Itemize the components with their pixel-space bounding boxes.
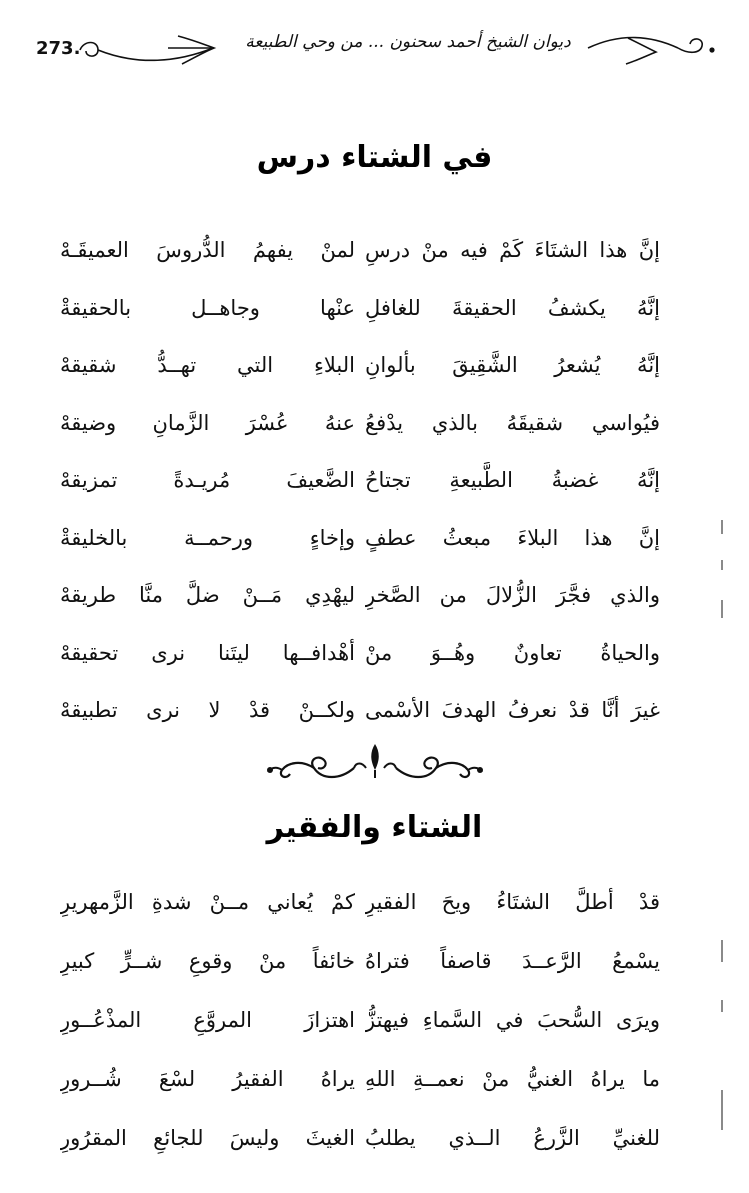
verse-line (60, 405, 660, 463)
second-hemistich: خائفاً منْ وقوعِ شــرٍّ كبيرِ (60, 949, 355, 973)
second-hemistich: يراهُ الفقيرُ لسْعَ شُــرورِ (60, 1067, 355, 1091)
scan-mark (721, 560, 723, 570)
first-hemistich: للغنيِّ الزَّرعُ الــذي يطلبُ (365, 1126, 660, 1150)
second-hemistich: اهتزازَ المروَّعِ المذْعُــورِ (60, 1008, 355, 1032)
fleur-de-lis-ornament-icon (266, 740, 484, 782)
page-header (28, 26, 721, 74)
scan-mark (721, 940, 723, 962)
first-hemistich: إنَّهُ يُشعرُ الشَّقِيقَ بألوانِ (365, 353, 660, 377)
first-hemistich: يسْمعُ الرَّعــدَ قاصفاً فتراهُ (365, 949, 660, 973)
second-hemistich: عنْها وجاهــل بالحقيقةْ (60, 295, 355, 320)
first-hemistich: والحياةُ تعاونٌ وهُــوَ منْ (365, 640, 660, 665)
first-hemistich: إنَّ هذا الشتَاءَ كَمْ فيه منْ درسِ (365, 238, 660, 262)
second-hemistich: كمْ يُعاني مــنْ شدةِ الزَّمهريرِ (60, 890, 355, 914)
second-hemistich: ولكــنْ قدْ لا نرى تطبيقهْ (60, 698, 355, 722)
verse-line (60, 943, 660, 1002)
first-hemistich: والذي فجَّرَ الزُّلالَ من الصَّخرِ (365, 583, 660, 607)
poem-section-2 (60, 884, 660, 1179)
verse-line (60, 462, 660, 520)
verse-line (60, 347, 660, 405)
first-hemistich: فيُواسي شقيقَهُ بالذي يدْفعُ (365, 410, 660, 435)
second-hemistich: وإخاءٍ ورحمــة بالخليقةْ (60, 525, 355, 550)
scan-mark (721, 600, 723, 618)
verse-line (60, 290, 660, 348)
first-hemistich: ما يراهُ الغنيُّ منْ نعمــةِ اللهِ (365, 1067, 660, 1091)
second-hemistich: ليهْدِي مَــنْ ضلَّ منَّا طريقهْ (60, 583, 355, 607)
running-title: ديوان الشيخ أحمد سحنون ... من وحي الطبيعة (245, 32, 571, 52)
verse-line (60, 884, 660, 943)
poem-section-1 (60, 232, 660, 750)
verse-line (60, 232, 660, 290)
second-hemistich: لمنْ يفهمُ الدُّروسَ العميقَـهْ (60, 238, 355, 262)
first-hemistich: قدْ أطلَّ الشتَاءُ ويحَ الفقيرِ (365, 890, 660, 914)
verse-line (60, 1002, 660, 1061)
second-hemistich: أهْدافــها ليتَنا نرى تحقيقهْ (60, 640, 355, 665)
verse-line (60, 520, 660, 578)
second-hemistich: الغيثَ وليسَ للجائعِ المقرُورِ (60, 1126, 355, 1150)
first-hemistich: إنَّهُ غضبةُ الطَّبيعةِ تجتاحُ (365, 468, 660, 492)
verse-line (60, 577, 660, 635)
scan-mark (721, 1000, 723, 1012)
first-hemistich: ويرَى السُّحبَ في السَّماءِ فيهتزُّ (365, 1008, 660, 1032)
first-hemistich: إنَّ هذا البلاءَ مبعثُ عطفٍ (365, 525, 660, 550)
section-title: في الشتاء درس (256, 140, 493, 175)
verse-line (60, 1120, 660, 1179)
first-hemistich: غيرَ أنَّا قدْ نعرفُ الهدفَ الأسْمى (365, 698, 660, 722)
second-hemistich: الضَّعيفَ مُريـدةً تمزيقهْ (60, 468, 355, 492)
second-hemistich: عنهُ عُسْرَ الزَّمانِ وضيقهْ (60, 410, 355, 435)
section-title: الشتاء والفقير (266, 810, 483, 845)
verse-line (60, 635, 660, 693)
verse-line (60, 1061, 660, 1120)
first-hemistich: إنَّهُ يكشفُ الحقيقةَ للغافلِ (365, 295, 660, 320)
scan-mark (721, 520, 723, 534)
second-hemistich: البلاءِ التي تهــدُّ شقيقهْ (60, 353, 355, 377)
scan-mark (721, 1090, 723, 1130)
page-number: 273. (36, 38, 81, 59)
